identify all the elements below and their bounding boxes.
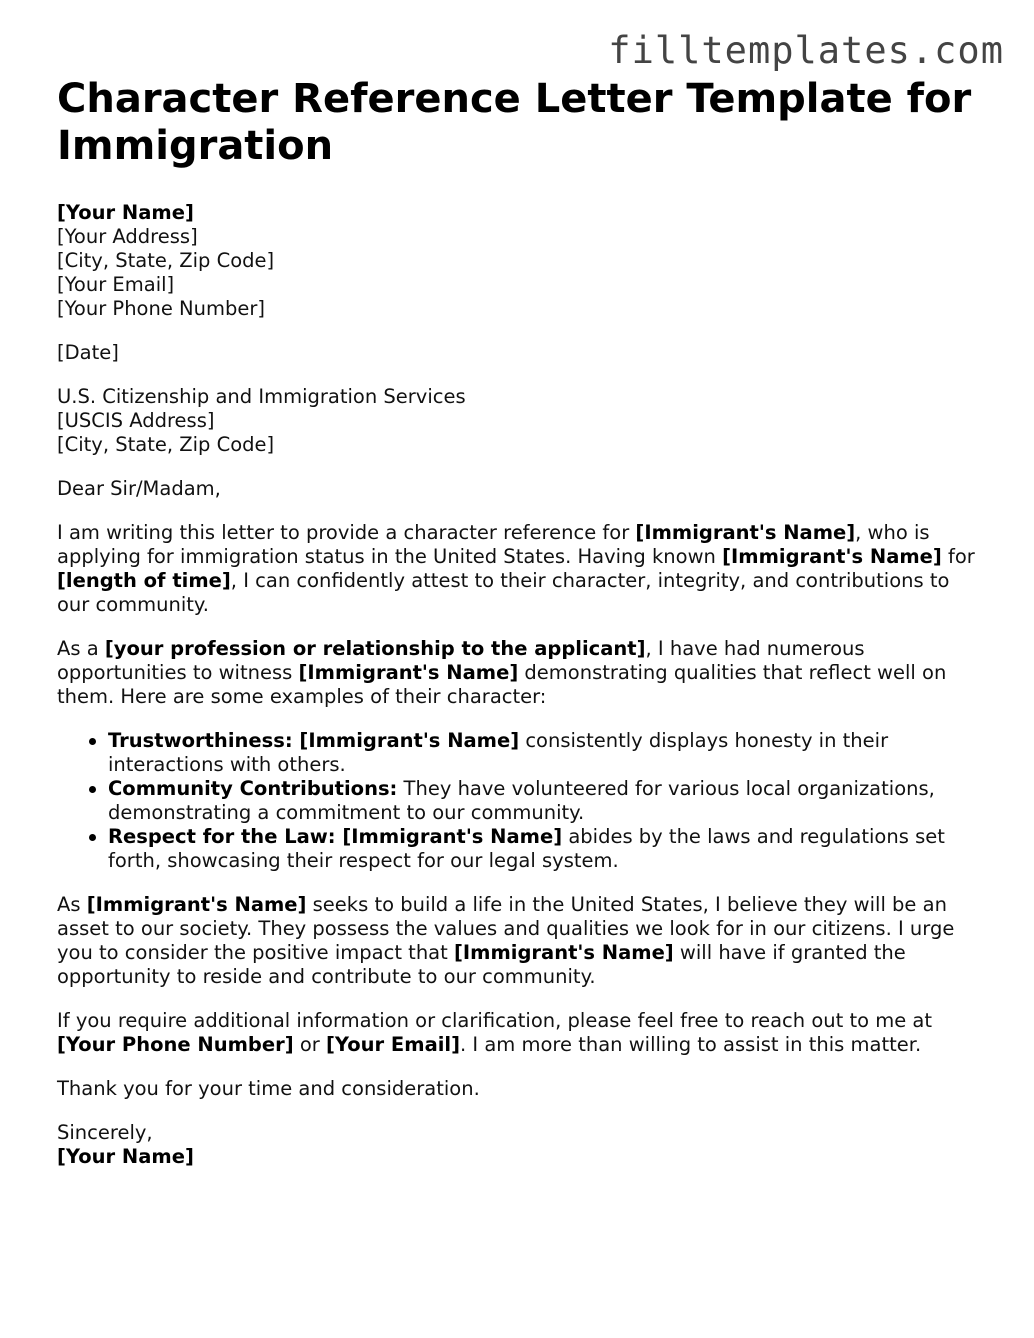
placeholder-immigrant-name: [Immigrant's Name] [635, 521, 856, 544]
site-watermark: filltemplates.com [608, 29, 1004, 72]
placeholder-immigrant-name: [Immigrant's Name] [453, 941, 674, 964]
salutation: Dear Sir/Madam, [57, 477, 221, 500]
document-title: Character Reference Letter Template for Immigration [57, 76, 972, 169]
character-examples-list [57, 729, 987, 873]
recipient-city-state-zip: [City, State, Zip Code] [57, 433, 275, 456]
recipient-block [57, 385, 987, 457]
list-item [108, 729, 987, 777]
placeholder-profession: [your profession or relationship to the applicant] [104, 637, 646, 660]
thanks-line: Thank you for your time and consideration. [57, 1077, 480, 1100]
paragraph-relationship: As a [your profession or relationship to the applicant], I have had numerous opportunities to witness [Immigrant's Name] demonstrating qualities that reflect well on them. Here are some examples of their character: [57, 637, 947, 708]
placeholder-immigrant-name: [Immigrant's Name] [86, 893, 307, 916]
placeholder-immigrant-name: [Immigrant's Name] [298, 661, 519, 684]
sender-name: [Your Name] [57, 201, 194, 224]
placeholder-immigrant-name: [Immigrant's Name] [722, 545, 942, 568]
closing-block [57, 1121, 987, 1169]
example-label: Community Contributions: [108, 777, 398, 800]
sender-city-state-zip: [City, State, Zip Code] [57, 249, 275, 272]
valediction: Sincerely, [57, 1121, 153, 1144]
example-label: Trustworthiness: [Immigrant's Name] [108, 729, 520, 752]
paragraph-recommendation: As [Immigrant's Name] seeks to build a life in the United States, I believe they will be an asset to our society. They possess the values and qualities we look for in our citizens. I urge you to consider the positive impact that [Immigrant's Name] will have if granted the opportunity to reside and contribute to our community. [57, 893, 955, 988]
paragraph-intro: I am writing this letter to provide a character reference for [Immigrant's Name], who is applying for immigration status in the United States. Having known [Immigrant's Name] for [length of time], I can confidently attest to their character, integrity, and contributions to our community. [57, 521, 975, 616]
placeholder-email: [Your Email] [326, 1033, 461, 1056]
example-text: They have volunteered for various local organizations, demonstrating a commitment to our community. [108, 777, 935, 824]
placeholder-phone: [Your Phone Number] [57, 1033, 294, 1056]
recipient-org: U.S. Citizenship and Immigration Services [57, 385, 466, 408]
sender-email: [Your Email] [57, 273, 175, 296]
signature-name: [Your Name] [57, 1145, 194, 1168]
example-text: consistently displays honesty in their interactions with others. [108, 729, 889, 776]
example-label: Respect for the Law: [Immigrant's Name] [108, 825, 563, 848]
letter-document [57, 76, 987, 1169]
list-item [108, 825, 987, 873]
list-item [108, 777, 987, 825]
sender-block [57, 201, 987, 321]
paragraph-contact: If you require additional information or clarification, please feel free to reach out to me at [Your Phone Number] or [Your Email]. I am more than willing to assist in this matter. [57, 1009, 933, 1056]
sender-phone: [Your Phone Number] [57, 297, 265, 320]
sender-address: [Your Address] [57, 225, 198, 248]
placeholder-length-of-time: [length of time] [57, 569, 231, 592]
letter-date: [Date] [57, 341, 119, 364]
recipient-address: [USCIS Address] [57, 409, 215, 432]
example-text: abides by the laws and regulations set forth, showcasing their respect for our legal system. [108, 825, 945, 872]
